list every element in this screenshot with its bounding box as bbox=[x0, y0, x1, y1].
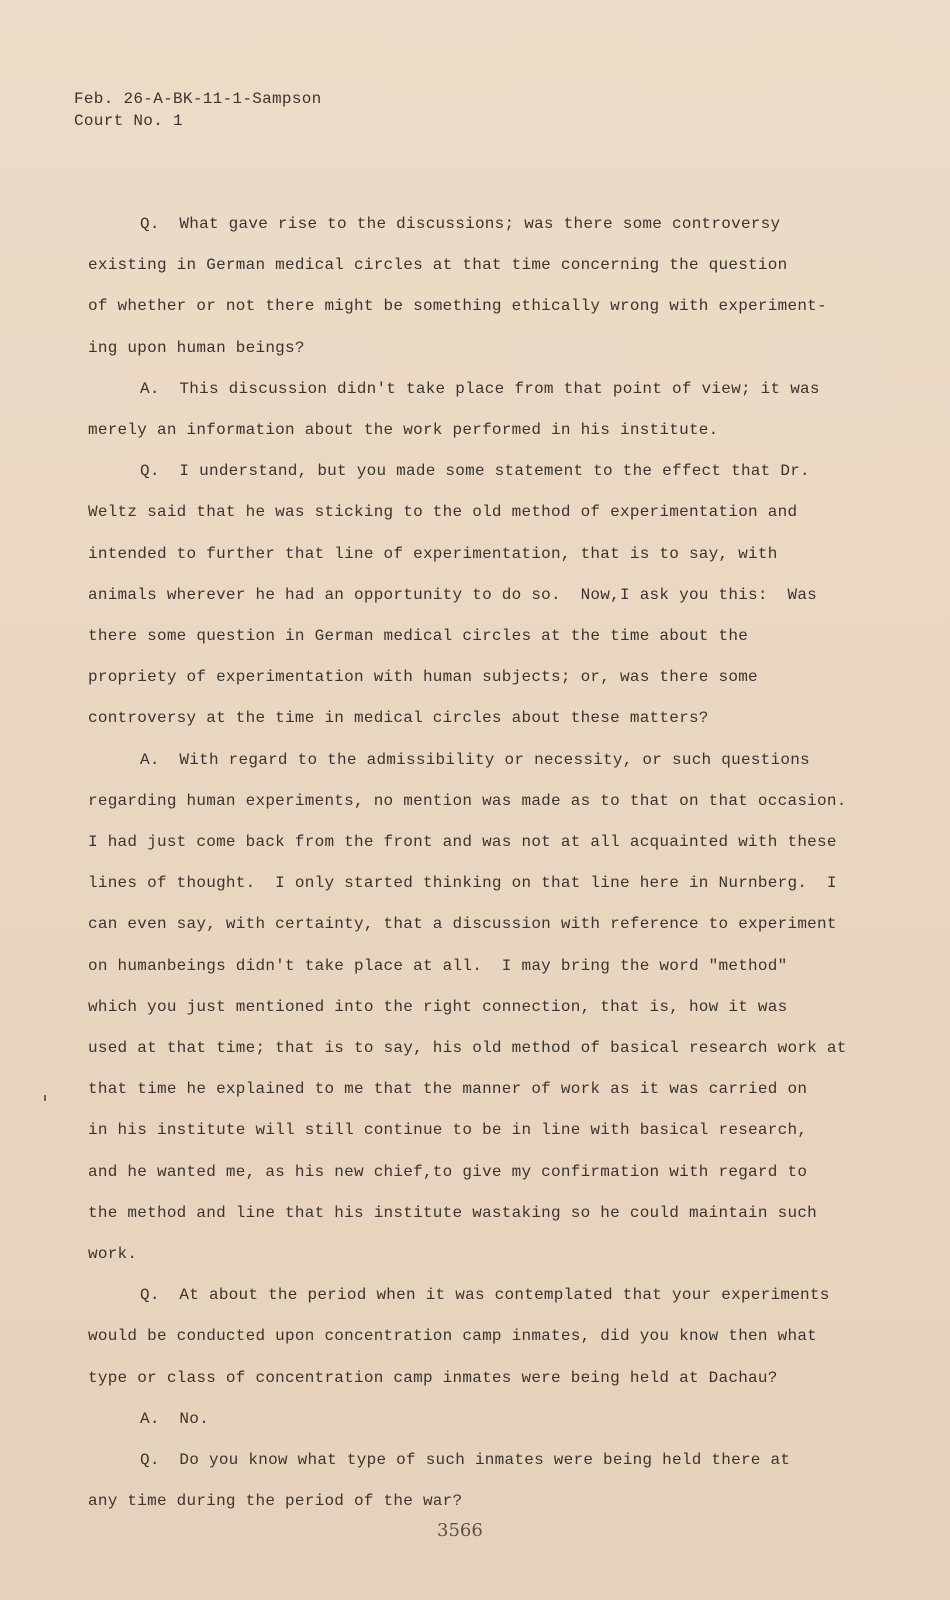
transcript-line: any time during the period of the war? bbox=[88, 1492, 463, 1511]
transcript-line: Q. I understand, but you made some statement to the effect that Dr. bbox=[140, 462, 810, 481]
transcript-line: can even say, with certainty, that a discussion with reference to experiment bbox=[88, 915, 837, 934]
transcript-line: and he wanted me, as his new chief,to give my confirmation with regard to bbox=[88, 1162, 808, 1181]
transcript-line: controversy at the time in medical circles about these matters? bbox=[88, 709, 709, 728]
transcript-line: regarding human experiments, no mention was made as to that on that occasion. bbox=[88, 791, 847, 810]
transcript-line: Weltz said that he was sticking to the old method of experimentation and bbox=[88, 503, 798, 522]
transcript-line: there some question in German medical circles at the time about the bbox=[88, 627, 749, 646]
transcript-line: lines of thought. I only started thinking on that line here in Nurnberg. I bbox=[88, 874, 837, 893]
transcript-line: merely an information about the work performed in his institute. bbox=[88, 421, 719, 440]
transcript-line: that time he explained to me that the manner of work as it was carried on bbox=[88, 1080, 808, 1099]
transcript-line: animals wherever he had an opportunity to do so. Now,I ask you this: Was bbox=[88, 585, 818, 604]
transcript-line: Q. Do you know what type of such inmates were being held there at bbox=[140, 1451, 791, 1470]
transcript-line: work. bbox=[88, 1245, 138, 1264]
page-number: 3566 bbox=[437, 1520, 483, 1541]
transcript-line: ing upon human beings? bbox=[88, 338, 305, 357]
margin-mark bbox=[44, 1095, 46, 1101]
transcript-line: of whether or not there might be something ethically wrong with experiment- bbox=[88, 297, 827, 316]
transcript-line: on humanbeings didn't take place at all. I may bring the word "method" bbox=[88, 956, 788, 975]
transcript-line: I had just come back from the front and was not at all acquainted with these bbox=[88, 833, 837, 852]
transcript-line: in his institute will still continue to be in line with basical research, bbox=[88, 1121, 808, 1140]
header-court: Court No. 1 bbox=[74, 112, 183, 130]
transcript-line: A. With regard to the admissibility or necessity, or such questions bbox=[140, 750, 810, 769]
transcript-line: intended to further that line of experimentation, that is to say, with bbox=[88, 544, 778, 563]
transcript-line: the method and line that his institute wastaking so he could maintain such bbox=[88, 1203, 818, 1222]
transcript-line: Q. What gave rise to the discussions; was there some controversy bbox=[140, 215, 781, 233]
transcript-line: existing in German medical circles at that time concerning the question bbox=[88, 256, 788, 275]
transcript-line: which you just mentioned into the right connection, that is, how it was bbox=[88, 997, 788, 1016]
transcript-line: A. No. bbox=[140, 1409, 209, 1428]
document-header bbox=[74, 88, 322, 132]
transcript-line: Q. At about the period when it was contemplated that your experiments bbox=[140, 1286, 830, 1305]
header-reference: Feb. 26-A-BK-11-1-Sampson bbox=[74, 90, 322, 108]
transcript-line: A. This discussion didn't take place from that point of view; it was bbox=[140, 379, 820, 398]
transcript-line: propriety of experimentation with human subjects; or, was there some bbox=[88, 668, 758, 687]
transcript-line: type or class of concentration camp inmates were being held at Dachau? bbox=[88, 1368, 778, 1387]
transcript-body bbox=[88, 204, 878, 1523]
transcript-line: used at that time; that is to say, his old method of basical research work at bbox=[88, 1039, 847, 1058]
transcript-line: would be conducted upon concentration camp inmates, did you know then what bbox=[88, 1327, 818, 1346]
